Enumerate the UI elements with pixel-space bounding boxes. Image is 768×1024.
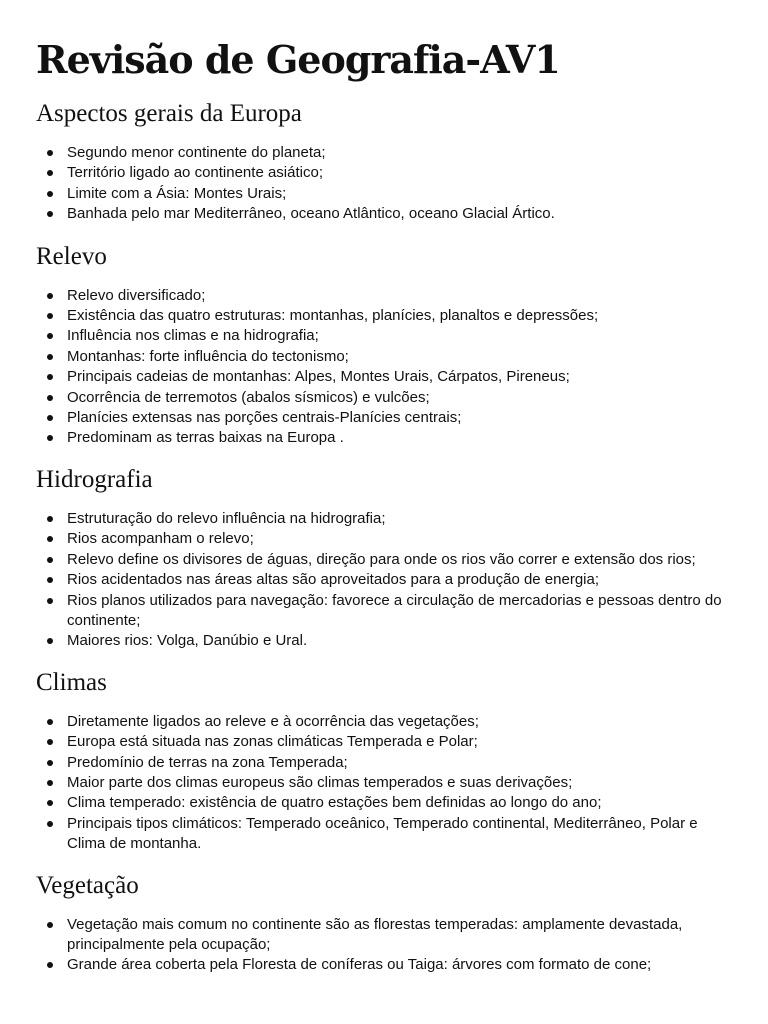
- list-item: Ocorrência de terremotos (abalos sísmicos) e vulcões;: [36, 388, 736, 408]
- list-item: Rios acompanham o relevo;: [36, 529, 736, 549]
- list-item: Principais tipos climáticos: Temperado oceânico, Temperado continental, Mediterrâneo, Polar e Clima de montanha.: [36, 814, 736, 855]
- list-item: Rios acidentados nas áreas altas são aproveitados para a produção de energia;: [36, 570, 736, 590]
- list-item: Rios planos utilizados para navegação: favorece a circulação de mercadorias e pessoas dentro do continente;: [36, 591, 736, 632]
- list-item: Predomínio de terras na zona Temperada;: [36, 753, 736, 773]
- list-item: Segundo menor continente do planeta;: [36, 143, 736, 163]
- bullet-list-aspectos-gerais: [36, 143, 736, 225]
- list-item: Influência nos climas e na hidrografia;: [36, 326, 736, 346]
- list-item: Banhada pelo mar Mediterrâneo, oceano Atlântico, oceano Glacial Ártico.: [36, 204, 736, 224]
- section-heading-aspectos-gerais: Aspectos gerais da Europa: [36, 100, 302, 127]
- list-item: Clima temperado: existência de quatro estações bem definidas ao longo do ano;: [36, 793, 736, 813]
- section-heading-climas: Climas: [36, 668, 107, 696]
- list-item: Maior parte dos climas europeus são climas temperados e suas derivações;: [36, 773, 736, 793]
- list-item: Planícies extensas nas porções centrais-Planícies centrais;: [36, 408, 736, 428]
- bullet-list-hidrografia: [36, 509, 736, 652]
- list-item: Vegetação mais comum no continente são as florestas temperadas: amplamente devastada, principalmente pela ocupação;: [36, 915, 736, 956]
- list-item: Relevo define os divisores de águas, direção para onde os rios vão correr e extensão dos rios;: [36, 550, 736, 570]
- list-item: Predominam as terras baixas na Europa .: [36, 428, 736, 448]
- bullet-list-relevo: [36, 286, 736, 449]
- list-item: Relevo diversificado;: [36, 286, 736, 306]
- document-page: [36, 36, 736, 976]
- section-heading-hidrografia: Hidrografia: [36, 465, 153, 493]
- list-item: Montanhas: forte influência do tectonismo;: [36, 347, 736, 367]
- bullet-list-vegetacao: [36, 915, 736, 976]
- list-item: Grande área coberta pela Floresta de coníferas ou Taiga: árvores com formato de cone;: [36, 955, 736, 975]
- section-heading-relevo: Relevo: [36, 242, 107, 270]
- list-item: Principais cadeias de montanhas: Alpes, Montes Urais, Cárpatos, Pireneus;: [36, 367, 736, 387]
- list-item: Limite com a Ásia: Montes Urais;: [36, 184, 736, 204]
- list-item: Território ligado ao continente asiático;: [36, 163, 736, 183]
- list-item: Estruturação do relevo influência na hidrografia;: [36, 509, 736, 529]
- list-item: Maiores rios: Volga, Danúbio e Ural.: [36, 631, 736, 651]
- list-item: Diretamente ligados ao releve e à ocorrência das vegetações;: [36, 712, 736, 732]
- list-item: Europa está situada nas zonas climáticas Temperada e Polar;: [36, 732, 736, 752]
- section-heading-vegetacao: Vegetação: [36, 871, 139, 899]
- bullet-list-climas: [36, 712, 736, 855]
- list-item: Existência das quatro estruturas: montanhas, planícies, planaltos e depressões;: [36, 306, 736, 326]
- document-title: Revisão de Geografia-AV1: [36, 37, 560, 82]
